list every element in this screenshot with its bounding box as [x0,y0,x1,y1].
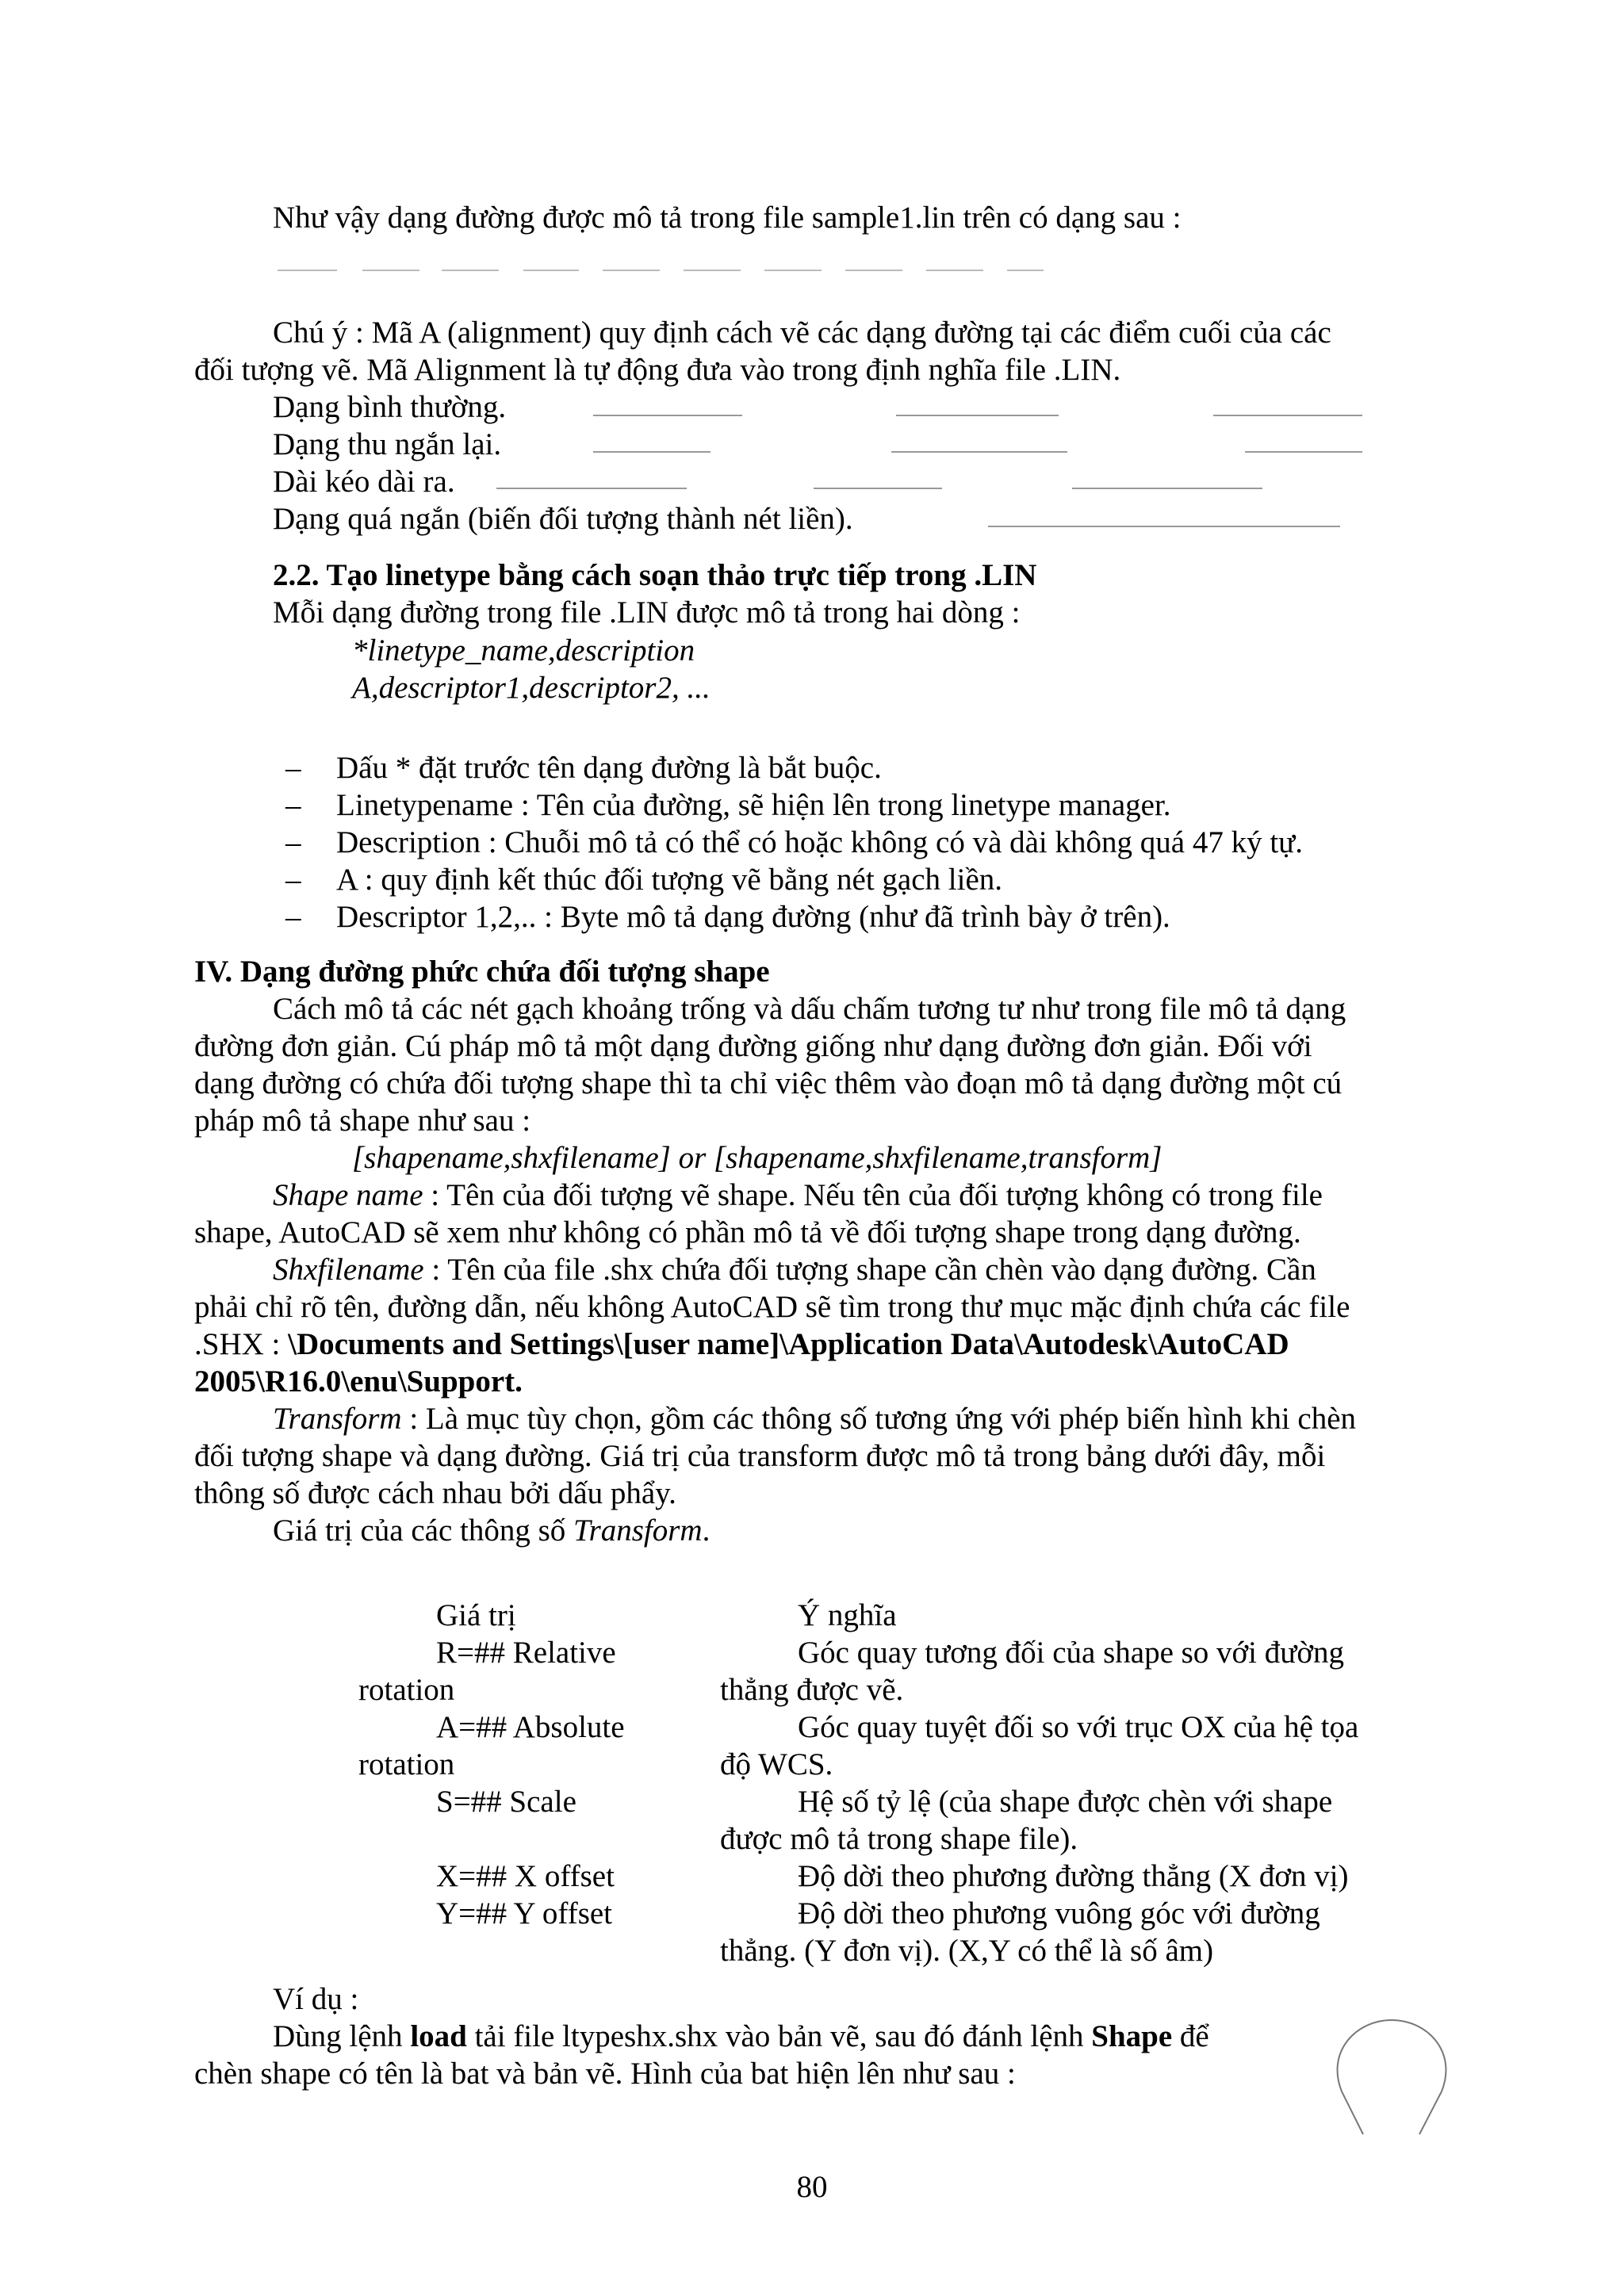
shape-name-term: Shape name [273,1178,423,1212]
table-cell: X=## X offset [436,1859,615,1893]
shape-command: Shape [1091,2019,1173,2053]
list-item: Dấu * đặt trước tên dạng đường là bắt buộc. [336,751,882,785]
paragraph-line: dạng đường có chứa đối tượng shape thì ta chỉ việc thêm vào đoạn mô tả dạng đường một cú [194,1066,1342,1100]
shortened-linetype-label: Dạng thu ngắn lại. [273,427,502,461]
table-cell: Độ dời theo phương đường thẳng (X đơn vị) [798,1859,1349,1893]
paragraph-line: đường đơn giản. Cú pháp mô tả một dạng đường giống như dạng đường đơn giản. Đối với [194,1029,1312,1063]
paragraph-line: pháp mô tả shape như sau : [194,1104,531,1138]
example-text: để [1172,2019,1209,2053]
transform-line-3: thông số được cách nhau bởi dấu phẩy. [194,1476,676,1510]
note-line-1: Chú ý : Mã A (alignment) quy định cách vẽ các dạng đường tại các điểm cuối của các [273,316,1331,350]
page-number: 80 [796,2170,828,2204]
table-cell: Góc quay tương đối của shape so với đường [798,1636,1345,1670]
stretched-linetype-label: Dài kéo dài ra. [273,465,455,499]
section-2-2-heading: 2.2. Tạo linetype bằng cách soạn thảo trực tiếp trong .LIN [273,558,1037,592]
example-text: tải file ltypeshx.shx vào bản vẽ, sau đó đánh lệnh [466,2019,1092,2053]
caption-term: Transform [573,1513,703,1548]
normal-linetype-label: Dạng bình thường. [273,390,507,424]
table-cell: thẳng. (Y đơn vị). (X,Y có thể là số âm) [720,1934,1214,1968]
transform-desc: : Là mục tùy chọn, gồm các thông số tương ứng với phép biến hình khi chèn [401,1402,1357,1436]
table-cell: được mô tả trong shape file). [720,1822,1078,1856]
table-cell: thẳng được vẽ. [720,1673,904,1707]
section-2-2-intro: Mỗi dạng đường trong file .LIN được mô tả trong hai dòng : [273,595,1021,629]
shx-line-3 [194,1326,1289,1364]
paragraph-line: Cách mô tả các nét gạch khoảng trống và dấu chấm tương tư như trong file mô tả dạng [273,992,1346,1026]
table-cell: R=## Relative [436,1636,616,1670]
bullet-dash: – [285,825,301,859]
code-line-2: A,descriptor1,descriptor2, ... [352,671,710,705]
list-item: Descriptor 1,2,.. : Byte mô tả dạng đường (như đã trình bày ở trên). [336,900,1170,934]
shx-line-1 [273,1251,1316,1289]
shx-path-end: 2005\R16.0\enu\Support. [194,1364,523,1399]
too-short-linetype-label: Dạng quá ngắn (biến đối tượng thành nét liền). [273,502,853,536]
list-item: Linetypename : Tên của đường, sẽ hiện lên trong linetype manager. [336,788,1171,822]
bullet-dash: – [285,751,301,785]
table-header-meaning: Ý nghĩa [798,1598,897,1632]
shape-name-line-1 [273,1177,1323,1215]
table-cell: rotation [358,1673,455,1707]
shape-name-desc: : Tên của đối tượng vẽ shape. Nếu tên của đối tượng không có trong file [423,1178,1323,1212]
table-header-value: Giá trị [436,1598,516,1632]
list-item: Description : Chuỗi mô tả có thể có hoặc không có và dài không quá 47 ký tự. [336,825,1304,859]
bullet-dash: – [285,900,301,934]
list-item: A : quy định kết thúc đối tượng vẽ bằng nét gạch liền. [336,863,1003,897]
table-cell: A=## Absolute [436,1710,625,1744]
transform-line-1 [273,1400,1356,1438]
transform-term: Transform [273,1402,402,1436]
shape-name-line-2: shape, AutoCAD sẽ xem như không có phần mô tả về đối tượng shape trong dạng đường. [194,1215,1301,1249]
transform-line-2: đối tượng shape và dạng đường. Giá trị của transform được mô tả trong bảng dưới đây, mỗi [194,1439,1326,1473]
caption-period: . [702,1513,710,1548]
load-command: load [410,2019,467,2053]
transform-values-caption [273,1512,710,1550]
shx-ext: .SHX : [194,1327,289,1361]
shx-desc: : Tên của file .shx chứa đối tượng shape cần chèn vào dạng đường. Cần [423,1253,1316,1287]
table-cell: Y=## Y offset [436,1896,613,1931]
section-iv-heading: IV. Dạng đường phức chứa đối tượng shape [194,955,770,989]
table-cell: rotation [358,1747,455,1781]
note-line-2: đối tượng vẽ. Mã Alignment là tự động đưa vào trong định nghĩa file .LIN. [194,353,1121,387]
example-label: Ví dụ : [273,1982,359,2016]
bullet-dash: – [285,863,301,897]
shape-syntax: [shapename,shxfilename] or [shapename,shxfilename,transform] [352,1141,1162,1175]
table-cell: Độ dời theo phương vuông góc với đường [798,1896,1320,1931]
table-cell: S=## Scale [436,1785,576,1819]
intro-line: Như vậy dạng đường được mô tả trong file sample1.lin trên có dạng sau : [273,201,1182,235]
example-text: Dùng lệnh [273,2019,411,2053]
example-line-1 [273,2018,1209,2056]
shx-line-2: phải chỉ rõ tên, đường dẫn, nếu không AutoCAD sẽ tìm trong thư mục mặc định chứa các file [194,1290,1350,1324]
code-line-1: *linetype_name,description [352,633,695,668]
table-cell: Hệ số tỷ lệ (của shape được chèn với shape [798,1785,1333,1819]
shx-term: Shxfilename [273,1253,424,1287]
shx-path: \Documents and Settings\[user name]\Application Data\Autodesk\AutoCAD [288,1327,1289,1361]
table-cell: độ WCS. [720,1747,833,1781]
table-cell: Góc quay tuyệt đối so với trục OX của hệ tọa [798,1710,1359,1744]
example-line-2: chèn shape có tên là bat và bản vẽ. Hình của bat hiện lên như sau : [194,2057,1016,2091]
bat-shape-figure [1338,2020,1446,2134]
caption-text: Giá trị của các thông số [273,1513,574,1548]
bullet-dash: – [285,788,301,822]
